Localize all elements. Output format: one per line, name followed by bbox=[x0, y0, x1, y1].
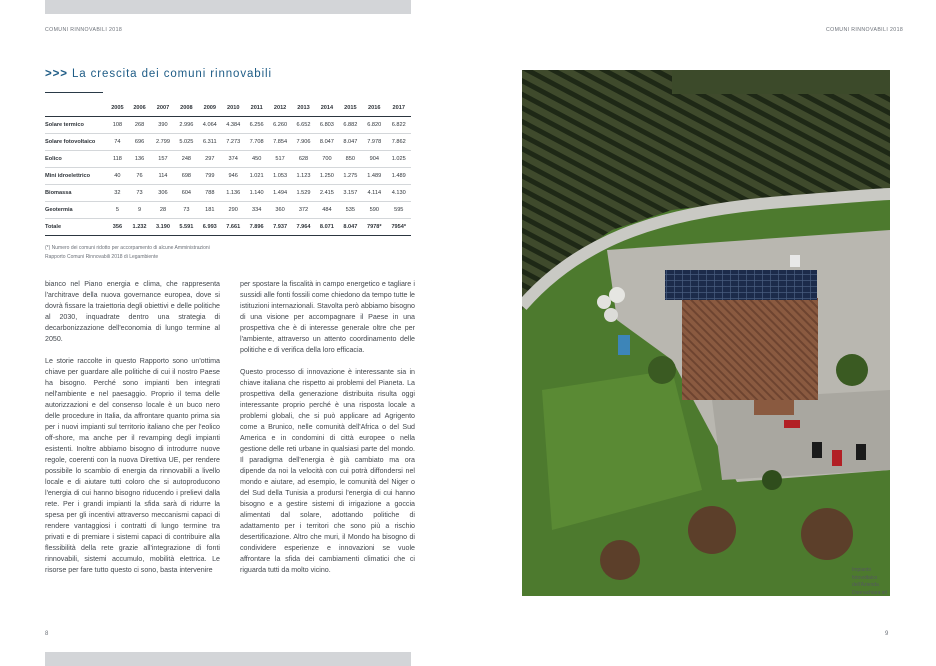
year-header: 2006 bbox=[128, 101, 151, 116]
table-cell: 7.937 bbox=[268, 218, 291, 235]
heading-rule bbox=[45, 92, 103, 93]
table-row bbox=[45, 184, 411, 201]
table-cell: 5.591 bbox=[175, 218, 198, 235]
table-cell: 114 bbox=[151, 167, 174, 184]
photo-caption bbox=[852, 567, 897, 597]
table-cell: 850 bbox=[339, 150, 362, 167]
year-header: 2013 bbox=[292, 101, 315, 116]
table-cell: 73 bbox=[128, 184, 151, 201]
year-header: 2011 bbox=[245, 101, 268, 116]
table-cell: 904 bbox=[362, 150, 386, 167]
row-label: Solare fotovoltaico bbox=[45, 133, 107, 150]
table-cell: 595 bbox=[387, 201, 412, 218]
table-cell: 1.529 bbox=[292, 184, 315, 201]
row-label: Solare termico bbox=[45, 116, 107, 133]
year-header: 2005 bbox=[107, 101, 128, 116]
table-cell: 450 bbox=[245, 150, 268, 167]
table-cell: 181 bbox=[198, 201, 221, 218]
table-cell: 1.494 bbox=[268, 184, 291, 201]
table-cell: 8.047 bbox=[339, 133, 362, 150]
table-cell: 1.140 bbox=[245, 184, 268, 201]
table-corner bbox=[45, 101, 107, 116]
table-cell: 7.978 bbox=[362, 133, 386, 150]
table-cell: 356 bbox=[107, 218, 128, 235]
caption-line: fotovoltaico bbox=[852, 574, 878, 581]
table-row bbox=[45, 167, 411, 184]
table-cell: 7.854 bbox=[268, 133, 291, 150]
table-cell: 7954* bbox=[387, 218, 412, 235]
table-cell: 306 bbox=[151, 184, 174, 201]
table-cell: 535 bbox=[339, 201, 362, 218]
text-column-2 bbox=[240, 279, 415, 587]
table-cell: 3.157 bbox=[339, 184, 362, 201]
table-cell: 6.260 bbox=[268, 116, 291, 133]
table-cell: 5 bbox=[107, 201, 128, 218]
table-cell: 7978* bbox=[362, 218, 386, 235]
table-cell: 1.250 bbox=[315, 167, 338, 184]
page-number-right: 9 bbox=[885, 631, 889, 637]
heading-title: La crescita dei comuni rinnovabili bbox=[71, 68, 272, 80]
year-header: 2007 bbox=[151, 101, 174, 116]
table-cell: 484 bbox=[315, 201, 338, 218]
table-cell: 108 bbox=[107, 116, 128, 133]
heading-arrows: >>> bbox=[45, 68, 68, 80]
table-cell: 7.273 bbox=[222, 133, 245, 150]
table-cell: 9 bbox=[128, 201, 151, 218]
table-cell: 374 bbox=[222, 150, 245, 167]
table-cell: 118 bbox=[107, 150, 128, 167]
table-cell: 2.415 bbox=[315, 184, 338, 201]
table-cell: 1.232 bbox=[128, 218, 151, 235]
paragraph: Le storie raccolte in questo Rapporto sono un'ottima chiave per guardare alle politiche di cui il nostro Paese ha bisogno. Perché sono impianti ben integrati nell'ambiente e nel paesaggio. Proprio il tema delle autorizzazioni e del consenso locale è un buco nero delle procedure in Italia, da affrontare quanto prima sia per i nuovi impianti sul territorio italiano che per l'eolico off-shore, ma anche per il revamping degli impianti esistenti. Inoltre abbiamo bisogno di introdurre nuove regole, coerenti con la nuova Direttiva UE, per rendere possibile lo scambio di energia da rinnovabili a livello locale e di aiutare tutti coloro che si autoproducono l'energia di cui hanno bisogno riducendo i prelievi dalla rete. Per i grandi impianti la sfida sarà di ridurre la spesa per gli incentivi attraverso meccanismi capaci di rendere vantaggiosi i contratti di lungo termine tra privati e di premiare i sistemi capaci di contribuire alla flessibilità della rete grazie all'integrazione di fonti rinnovabili, sistemi accumulo, mobilità elettrica. Le risorse per fare tutto questo ci sono, basta intervenire bbox=[45, 357, 220, 574]
table-cell: 28 bbox=[151, 201, 174, 218]
top-decorative-bar bbox=[45, 0, 411, 14]
table-cell: 8.071 bbox=[315, 218, 338, 235]
table-cell: 1.025 bbox=[387, 150, 412, 167]
table-cell: 8.047 bbox=[315, 133, 338, 150]
table-cell: 788 bbox=[198, 184, 221, 201]
table-cell: 6.993 bbox=[198, 218, 221, 235]
table-cell: 6.882 bbox=[339, 116, 362, 133]
table-row bbox=[45, 150, 411, 167]
caption-line: Impianto bbox=[852, 567, 872, 573]
running-header-left: COMUNI RINNOVABILI 2018 bbox=[45, 27, 123, 33]
row-label: Totale bbox=[45, 218, 107, 235]
running-header-right: COMUNI RINNOVABILI 2018 bbox=[826, 27, 904, 33]
table-cell: 7.964 bbox=[292, 218, 315, 235]
table-cell: 3.190 bbox=[151, 218, 174, 235]
year-header: 2014 bbox=[315, 101, 338, 116]
table-cell: 6.652 bbox=[292, 116, 315, 133]
table-cell: 6.311 bbox=[198, 133, 221, 150]
table-cell: 136 bbox=[128, 150, 151, 167]
table-cell: 6.822 bbox=[387, 116, 412, 133]
table-total-row bbox=[45, 218, 411, 235]
year-header: 2015 bbox=[339, 101, 362, 116]
bottom-decorative-bar bbox=[45, 652, 411, 666]
table-cell: 6.256 bbox=[245, 116, 268, 133]
table-cell: 946 bbox=[222, 167, 245, 184]
table-cell: 2.996 bbox=[175, 116, 198, 133]
table-cell: 74 bbox=[107, 133, 128, 150]
table-cell: 8.047 bbox=[339, 218, 362, 235]
table-cell: 1.275 bbox=[339, 167, 362, 184]
footnote-line: (*) Numero dei comuni ridotto per accorpamento di alcune Amministrazioni bbox=[45, 245, 210, 251]
table-cell: 2.799 bbox=[151, 133, 174, 150]
table-cell: 6.820 bbox=[362, 116, 386, 133]
table-footnote bbox=[45, 244, 345, 261]
text-column-1 bbox=[45, 279, 220, 587]
row-label: Mini idroelettrico bbox=[45, 167, 107, 184]
table-cell: 604 bbox=[175, 184, 198, 201]
table-cell: 4.130 bbox=[387, 184, 412, 201]
table-header-row bbox=[45, 101, 411, 116]
table-cell: 157 bbox=[151, 150, 174, 167]
section-heading bbox=[45, 68, 272, 80]
table-cell: 390 bbox=[151, 116, 174, 133]
year-header: 2017 bbox=[387, 101, 412, 116]
table-cell: 1.489 bbox=[362, 167, 386, 184]
table-cell: 4.384 bbox=[222, 116, 245, 133]
table-cell: 290 bbox=[222, 201, 245, 218]
aerial-photo bbox=[522, 70, 890, 596]
table-cell: 40 bbox=[107, 167, 128, 184]
table-cell: 590 bbox=[362, 201, 386, 218]
table-body bbox=[45, 116, 411, 235]
row-label: Biomassa bbox=[45, 184, 107, 201]
table-cell: 76 bbox=[128, 167, 151, 184]
paragraph: Questo processo di innovazione è interessante sia in chiave italiana che rispetto ai problemi del Pianeta. La prospettiva della generazione distribuita risulta oggi interessante proprio perché è una risposta locale a problemi globali, che si può applicare ad Agrigento come a Brunico, nelle comunità dell'Africa o del Sud America e in condomini di città europee o nella gestione delle reti urbane in qualsiasi parte del mondo. Il paradigma dell'energia è già cambiato ma ora dipende da noi la velocità con cui potrà diffondersi nel mondo e aiutare, ad esempio, le comunità del Niger o del Sud della Tunisia a prodursi l'energia di cui hanno bisogno e a gestire sistemi di irrigazione a goccia alimentati dal solare, adottando politiche di adattamento per i territori che sono più a rischio desertificazione. Altro che muri, il Mondo ha bisogno di condividere esperienze e innovazioni se vuole affrontare la sfida dei cambiamenti climatici che ci riguarda tutti da molto vicino. bbox=[240, 368, 415, 574]
house bbox=[665, 270, 818, 415]
table-cell: 372 bbox=[292, 201, 315, 218]
table-cell: 4.114 bbox=[362, 184, 386, 201]
table-cell: 334 bbox=[245, 201, 268, 218]
table-row bbox=[45, 133, 411, 150]
table-cell: 73 bbox=[175, 201, 198, 218]
table-cell: 7.708 bbox=[245, 133, 268, 150]
table-cell: 32 bbox=[107, 184, 128, 201]
paragraph: bianco nel Piano energia e clima, che rappresenta l'architrave della nuova governance europea, dove si dovrà fissare la traiettoria degli obiettivi e delle politiche al 2030, inquadrate dentro una strategia di decarbonizzazione dell'economia di lungo termine al 2050. bbox=[45, 280, 220, 343]
table-cell: 7.906 bbox=[292, 133, 315, 150]
table-cell: 268 bbox=[128, 116, 151, 133]
table-cell: 6.803 bbox=[315, 116, 338, 133]
footnote-source: Rapporto Comuni Rinnovabili 2018 di Legambiente bbox=[45, 253, 159, 260]
page-number-left: 8 bbox=[45, 631, 49, 637]
table-cell: 517 bbox=[268, 150, 291, 167]
year-header: 2008 bbox=[175, 101, 198, 116]
renewables-table bbox=[45, 101, 411, 236]
table-cell: 5.025 bbox=[175, 133, 198, 150]
table-row bbox=[45, 116, 411, 133]
caption-line: Donnachiara srl bbox=[852, 589, 888, 596]
year-header: 2016 bbox=[362, 101, 386, 116]
row-label: Geotermia bbox=[45, 201, 107, 218]
year-header: 2012 bbox=[268, 101, 291, 116]
table-row bbox=[45, 201, 411, 218]
year-header: 2009 bbox=[198, 101, 221, 116]
table-cell: 1.489 bbox=[387, 167, 412, 184]
table-cell: 1.136 bbox=[222, 184, 245, 201]
table-cell: 297 bbox=[198, 150, 221, 167]
table-cell: 1.053 bbox=[268, 167, 291, 184]
table-cell: 698 bbox=[175, 167, 198, 184]
year-header: 2010 bbox=[222, 101, 245, 116]
table-cell: 700 bbox=[315, 150, 338, 167]
table-cell: 360 bbox=[268, 201, 291, 218]
row-label: Eolico bbox=[45, 150, 107, 167]
table-cell: 248 bbox=[175, 150, 198, 167]
table-cell: 7.862 bbox=[387, 133, 412, 150]
table-cell: 1.123 bbox=[292, 167, 315, 184]
caption-line: dell'Azienda bbox=[852, 582, 879, 588]
table-cell: 1.021 bbox=[245, 167, 268, 184]
table-cell: 799 bbox=[198, 167, 221, 184]
table-cell: 7.896 bbox=[245, 218, 268, 235]
table-cell: 7.661 bbox=[222, 218, 245, 235]
paragraph: per spostare la fiscalità in campo energetico e tagliare i sussidi alle fonti fossili come chiedono da tempo tutte le istituzioni internazionali. Stavolta però abbiamo bisogno di una visione per accompagnare il Paese in una prospettiva che è di interesse generale oltre che per l'ambiente, attraverso un attento coordinamento delle politiche e di verifica della loro efficacia. bbox=[240, 280, 415, 354]
table-cell: 4.064 bbox=[198, 116, 221, 133]
table-cell: 696 bbox=[128, 133, 151, 150]
table-cell: 628 bbox=[292, 150, 315, 167]
